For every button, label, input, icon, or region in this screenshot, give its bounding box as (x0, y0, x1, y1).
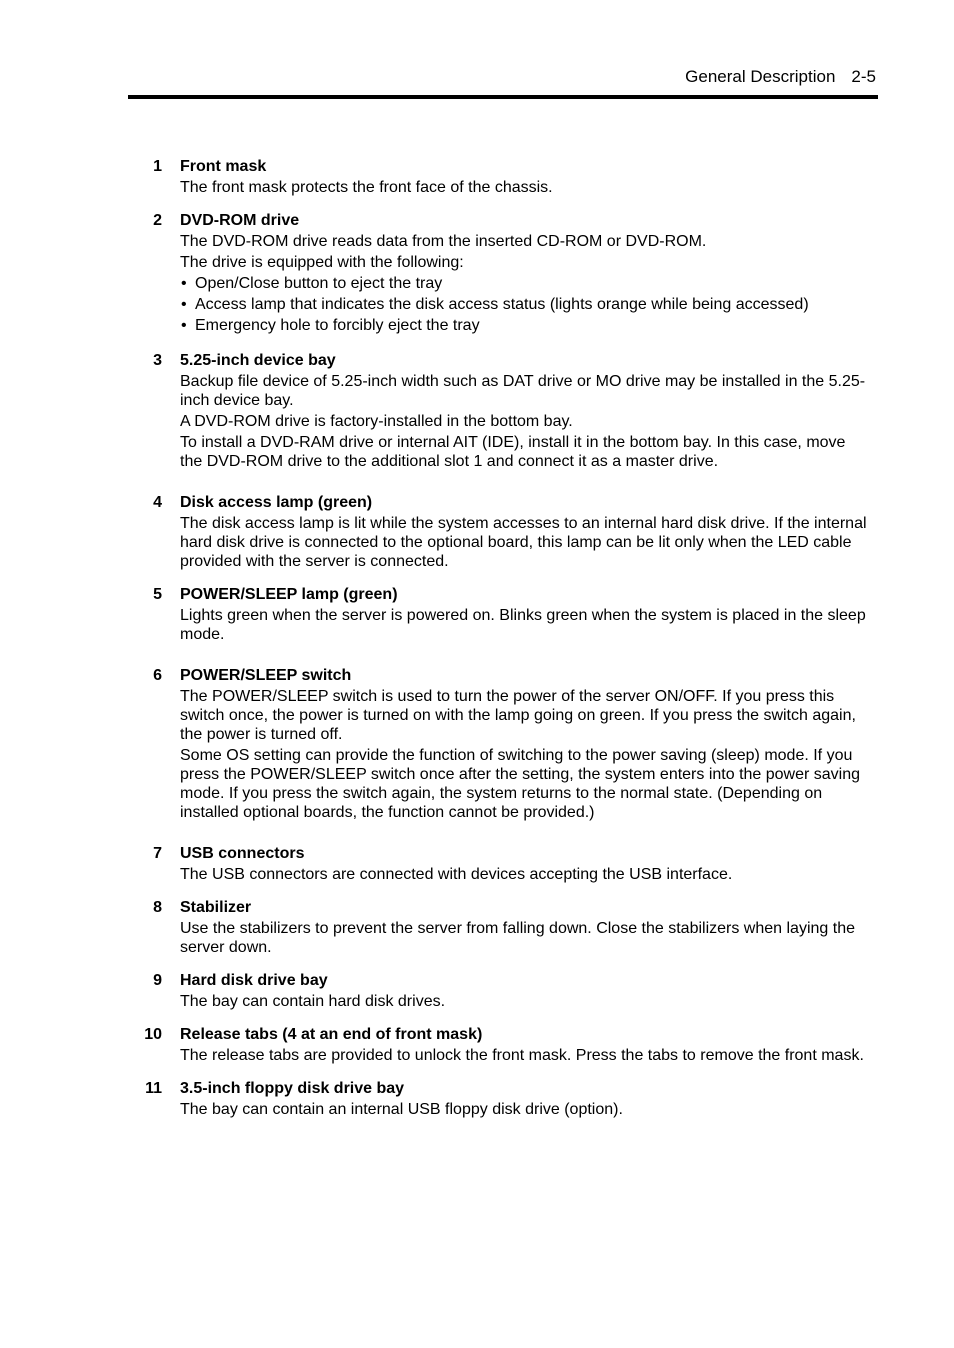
item-title: USB connectors (180, 845, 305, 862)
item-paragraph: Lights green when the server is powered on. Blinks green when the system is placed in the sleep mode. (180, 607, 866, 643)
item-body (180, 992, 872, 1011)
item-title: Hard disk drive bay (180, 972, 328, 989)
bullet-item: • Open/Close button to eject the tray (180, 274, 872, 293)
list-item (132, 157, 872, 197)
item-paragraph: The USB connectors are connected with devices accepting the USB interface. (180, 866, 733, 883)
item-paragraph: Backup file device of 5.25-inch width such as DAT drive or MO drive may be installed in the 5.25-inch device bay. (180, 373, 866, 409)
page-header (128, 64, 878, 90)
list-item (132, 666, 872, 822)
item-spacer (132, 957, 872, 971)
item-spacer (132, 1065, 872, 1079)
item-title: Stabilizer (180, 899, 252, 916)
list-item (132, 1025, 872, 1065)
item-spacer (132, 644, 872, 666)
item-number: 11 (145, 1080, 162, 1097)
item-title: POWER/SLEEP lamp (green) (180, 586, 398, 603)
list-item (132, 585, 872, 644)
item-body (180, 687, 872, 822)
item-number: 9 (153, 972, 162, 989)
item-spacer (132, 822, 872, 844)
header-page-number: 2-5 (851, 67, 876, 86)
item-body (180, 865, 872, 884)
list-item (132, 844, 872, 884)
bullet-item: • Emergency hole to forcibly eject the tray (180, 316, 872, 335)
list-item (132, 971, 872, 1011)
item-title: 5.25-inch device bay (180, 352, 336, 369)
item-body (180, 232, 872, 335)
item-spacer (132, 337, 872, 351)
item-paragraph: The front mask protects the front face of the chassis. (180, 179, 553, 196)
item-title: Release tabs (4 at an end of front mask) (180, 1026, 483, 1043)
item-paragraph: The drive is equipped with the following: (180, 254, 464, 271)
list-item (132, 898, 872, 957)
item-paragraph: A DVD-ROM drive is factory-installed in the bottom bay. (180, 413, 573, 430)
item-spacer (132, 197, 872, 211)
item-body (180, 514, 872, 571)
item-spacer (132, 1011, 872, 1025)
item-paragraph: The disk access lamp is lit while the system accesses to an internal hard disk drive. If the internal hard disk drive is connected to the optional board, this lamp can be lit only when the LED cable provided with the server is connected. (180, 515, 867, 570)
list-item (132, 1079, 872, 1119)
item-paragraph: The release tabs are provided to unlock the front mask. Press the tabs to remove the front mask. (180, 1047, 864, 1064)
header-rule (128, 95, 878, 99)
item-spacer (132, 884, 872, 898)
item-number: 8 (153, 899, 162, 916)
bullet-item: • Access lamp that indicates the disk access status (lights orange while being accessed) (180, 295, 872, 314)
item-number: 1 (153, 158, 162, 175)
item-body (180, 606, 872, 644)
item-body (180, 1046, 872, 1065)
item-number: 4 (153, 494, 162, 511)
item-paragraph: The bay can contain hard disk drives. (180, 993, 446, 1010)
item-paragraph: The DVD-ROM drive reads data from the inserted CD-ROM or DVD-ROM. (180, 233, 707, 250)
item-spacer (132, 571, 872, 585)
header-text (685, 66, 876, 88)
item-number: 10 (144, 1026, 162, 1043)
bullet-list (180, 274, 872, 335)
header-section-title: General Description (685, 67, 836, 86)
item-paragraph: To install a DVD-RAM drive or internal AIT (IDE), install it in the bottom bay. In this case, move the DVD-ROM drive to the additional slot 1 and connect it as a master drive. (180, 434, 846, 470)
item-title: DVD-ROM drive (180, 212, 300, 229)
item-title: POWER/SLEEP switch (180, 667, 352, 684)
item-title: Disk access lamp (green) (180, 494, 373, 511)
item-title: Front mask (180, 158, 267, 175)
item-spacer (132, 471, 872, 493)
list-item (132, 211, 872, 335)
item-paragraph: Use the stabilizers to prevent the server from falling down. Close the stabilizers when laying the server down. (180, 920, 855, 956)
item-title: 3.5-inch floppy disk drive bay (180, 1080, 405, 1097)
item-paragraph: Some OS setting can provide the function of switching to the power saving (sleep) mode. If you press the POWER/SLEEP switch once after the setting, the system enters into the power saving mode. If you press the switch again, the system returns to the normal state. (Depending on installed optional boards, the function cannot be provided.) (180, 747, 861, 821)
item-body (180, 1100, 872, 1119)
item-number: 5 (153, 586, 162, 603)
item-paragraph: The POWER/SLEEP switch is used to turn the power of the server ON/OFF. If you press this switch once, the power is turned on with the lamp going on green. If you press the switch again, the power is turned off. (180, 688, 856, 743)
list-item (132, 493, 872, 571)
item-number: 2 (153, 212, 162, 229)
item-number: 6 (153, 667, 162, 684)
list-item (132, 351, 872, 471)
item-list (132, 157, 872, 1119)
item-body (180, 178, 872, 197)
item-body (180, 372, 872, 471)
item-paragraph: The bay can contain an internal USB floppy disk drive (option). (180, 1101, 623, 1118)
item-body (180, 919, 872, 957)
item-number: 7 (153, 845, 162, 862)
item-number: 3 (153, 352, 162, 369)
